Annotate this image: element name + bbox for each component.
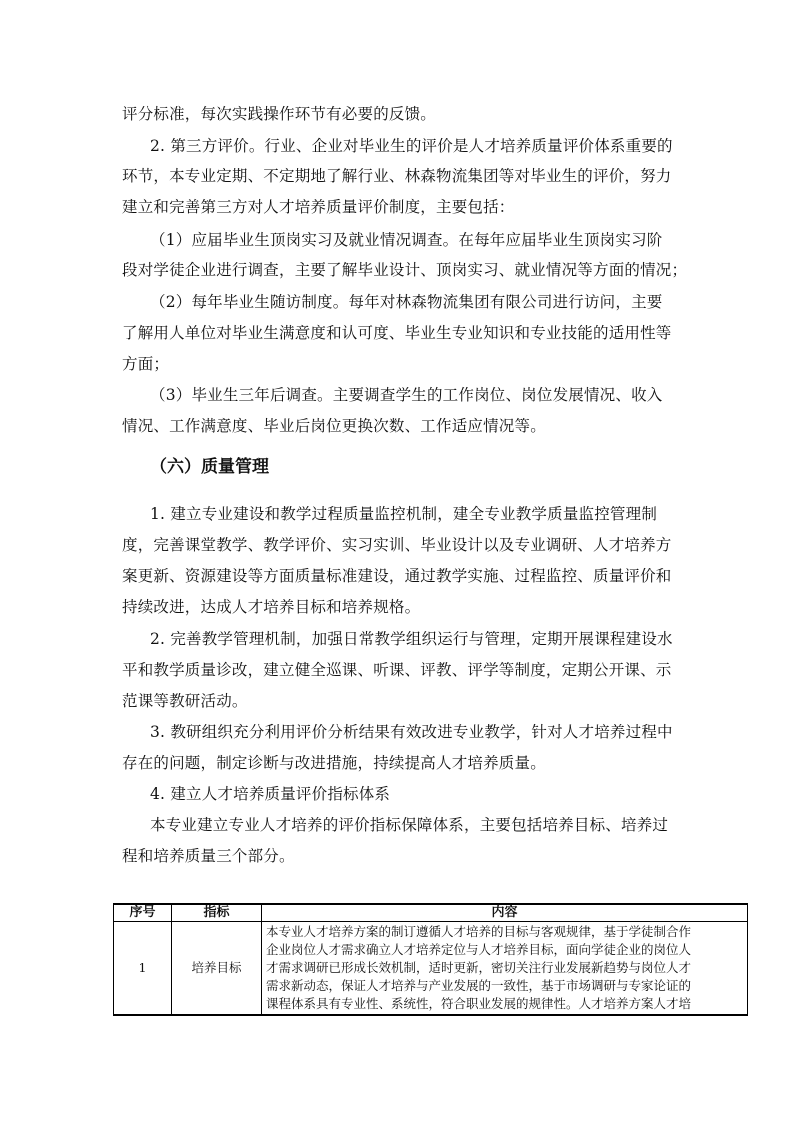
paragraph-line: （3）毕业生三年后调查。主要调查学生的工作岗位、岗位发展情况、收入 [150,386,663,404]
paragraph-line: 2. 第三方评价。行业、企业对毕业生的评价是人才培养质量评价体系重要的 [150,137,673,155]
paragraph-line: 环节，本专业定期、不定期地了解行业、林森物流集团等对毕业生的评价，努力 [122,167,672,185]
paragraph-line: 持续改进，达成人才培养目标和培养规格。 [122,598,421,616]
paragraph-line: 存在的问题，制定诊断与改进措施，持续提高人才培养质量。 [122,754,546,772]
content-line: 才需求调研已形成长效机制，适时更新，密切关注行业发展新趋势与岗位人才 [266,960,692,975]
paragraph-line: 度，完善课堂教学、教学评价、实习实训、毕业设计以及专业调研、人才培养方 [122,536,672,554]
content-line: 课程体系具有专业性、系统性，符合职业发展的规律性。人才培养方案人才培 [266,996,692,1011]
paragraph-line: 1. 建立专业建设和教学过程质量监控机制，建全专业教学质量监控管理制 [150,505,658,523]
header-content: 内容 [262,904,748,922]
paragraph-line: 范课等教研活动。 [122,692,248,710]
header-no: 序号 [114,904,172,922]
paragraph-line: 程和培养质量三个部分。 [122,847,295,865]
content-line: 需求新动态，保证人才培养与产业发展的一致性，基于市场调研与专家论证的 [266,978,692,993]
header-indicator: 指标 [172,904,262,922]
paragraph-line: 评分标准，每次实践操作环节有必要的反馈。 [122,105,437,123]
paragraph-line: 4. 建立人才培养质量评价指标体系 [150,785,391,803]
paragraph-line: 案更新、资源建设等方面质量标准建设，通过教学实施、过程监控、质量评价和 [122,567,672,585]
paragraph-line: （1）应届毕业生顶岗实习及就业情况调查。在每年应届毕业生顶岗实习阶 [150,231,663,249]
paragraph-line: 了解用人单位对毕业生满意度和认可度、毕业生专业知识和专业技能的适用性等 [122,324,672,342]
cell-no: 1 [114,922,172,1016]
paragraph-line: 方面； [122,355,170,373]
paragraph-line: 2. 完善教学管理机制，加强日常教学组织运行与管理，定期开展课程建设水 [150,630,673,648]
table-header-row [114,904,748,922]
paragraph-line: 平和教学质量诊改，建立健全巡课、听课、评教、评学等制度，定期公开课、示 [122,661,672,679]
section-heading: （六）质量管理 [150,457,269,477]
paragraph-line: 建立和完善第三方对人才培养质量评价制度，主要包括： [122,198,515,216]
cell-indicator: 培养目标 [172,922,262,1016]
paragraph-line: 情况、工作满意度、毕业后岗位更换次数、工作适应情况等。 [122,417,546,435]
evaluation-index-table [113,903,748,1016]
paragraph-line: （2）每年毕业生随访制度。每年对林森物流集团有限公司进行访问，主要 [150,293,663,311]
content-line: 本专业人才培养方案的制订遵循人才培养的目标与客观规律，基于学徒制合作 [266,924,692,939]
paragraph-line: 3. 教研组织充分利用评价分析结果有效改进专业教学，针对人才培养过程中 [150,723,673,741]
paragraph-line: 本专业建立专业人才培养的评价指标保障体系，主要包括培养目标、培养过 [150,816,669,834]
paragraph-line: 段对学徒企业进行调查，主要了解毕业设计、顶岗实习、就业情况等方面的情况； [122,261,688,279]
cell-content [262,922,748,1016]
content-line: 企业岗位人才需求确立人才培养定位与人才培养目标，面向学徒企业的岗位人 [266,942,692,957]
table-row [114,922,748,1016]
